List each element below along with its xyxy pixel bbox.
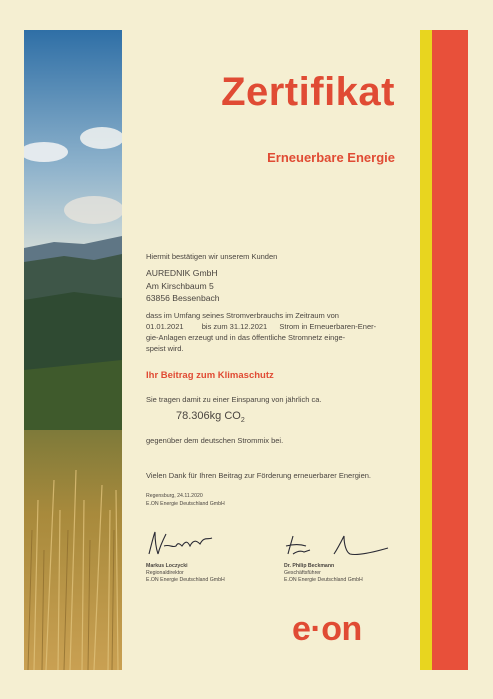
signature-1: [146, 528, 218, 558]
date-from: 01.01.2021: [146, 322, 184, 331]
landscape-illustration: [24, 30, 122, 670]
signer-1-role: Regionaldirektor: [146, 570, 184, 576]
certificate-title: Zertifikat: [221, 70, 395, 114]
comparison-text: gegenüber dem deutschen Strommix bei.: [146, 436, 284, 445]
issuer: E.ON Energie Deutschland GmbH: [146, 501, 225, 507]
amount-unit: kg CO: [209, 410, 241, 422]
signer-2-name: Dr. Philip Beckmann: [284, 563, 335, 569]
section-heading: Ihr Beitrag zum Klimaschutz: [146, 370, 274, 381]
red-stripe: [432, 30, 468, 670]
intro-text: Hiermit bestätigen wir unserem Kunden: [146, 252, 278, 261]
eon-logo: e·on: [292, 610, 362, 648]
customer-street: Am Kirschbaum 5: [146, 280, 214, 291]
signer-2-role: Geschäftsführer: [284, 570, 321, 576]
signer-2-company: E.ON Energie Deutschland GmbH: [284, 577, 363, 583]
amount-value: 78.306: [176, 410, 210, 422]
body-line-3: gie-Anlagen erzeugt und in das öffentliche Stromnetz einge-: [146, 333, 346, 342]
signature-2: [284, 532, 394, 560]
date-to: 31.12.2021: [229, 322, 268, 331]
body-line-2: [146, 322, 376, 332]
body-line-4: speist wird.: [146, 344, 184, 353]
body-line-1: dass im Umfang seines Stromverbrauchs im Zeitraum von: [146, 311, 339, 320]
yellow-stripe: [420, 30, 432, 670]
signer-1-company: E.ON Energie Deutschland GmbH: [146, 577, 225, 583]
amount-sub: 2: [240, 417, 245, 425]
co2-amount: [176, 410, 245, 424]
customer-name: AUREDNIK GmbH: [146, 268, 218, 278]
thanks-text: Vielen Dank für Ihren Beitrag zur Förderung erneuerbarer Energien.: [146, 471, 371, 480]
signer-1-name: Markus Loczycki: [146, 563, 188, 569]
savings-intro: Sie tragen damit zu einer Einsparung von jährlich ca.: [146, 395, 322, 404]
date-mid: bis zum: [201, 322, 228, 331]
landscape-photo: [24, 30, 122, 670]
body-line-2-rest: Strom in Erneuerbaren-Ener-: [279, 322, 377, 331]
customer-address: [146, 267, 220, 305]
certificate-subtitle: Erneuerbare Energie: [267, 150, 395, 165]
place-date: Regensburg, 24.11.2020: [146, 493, 203, 499]
customer-city: 63856 Bessenbach: [146, 293, 220, 303]
